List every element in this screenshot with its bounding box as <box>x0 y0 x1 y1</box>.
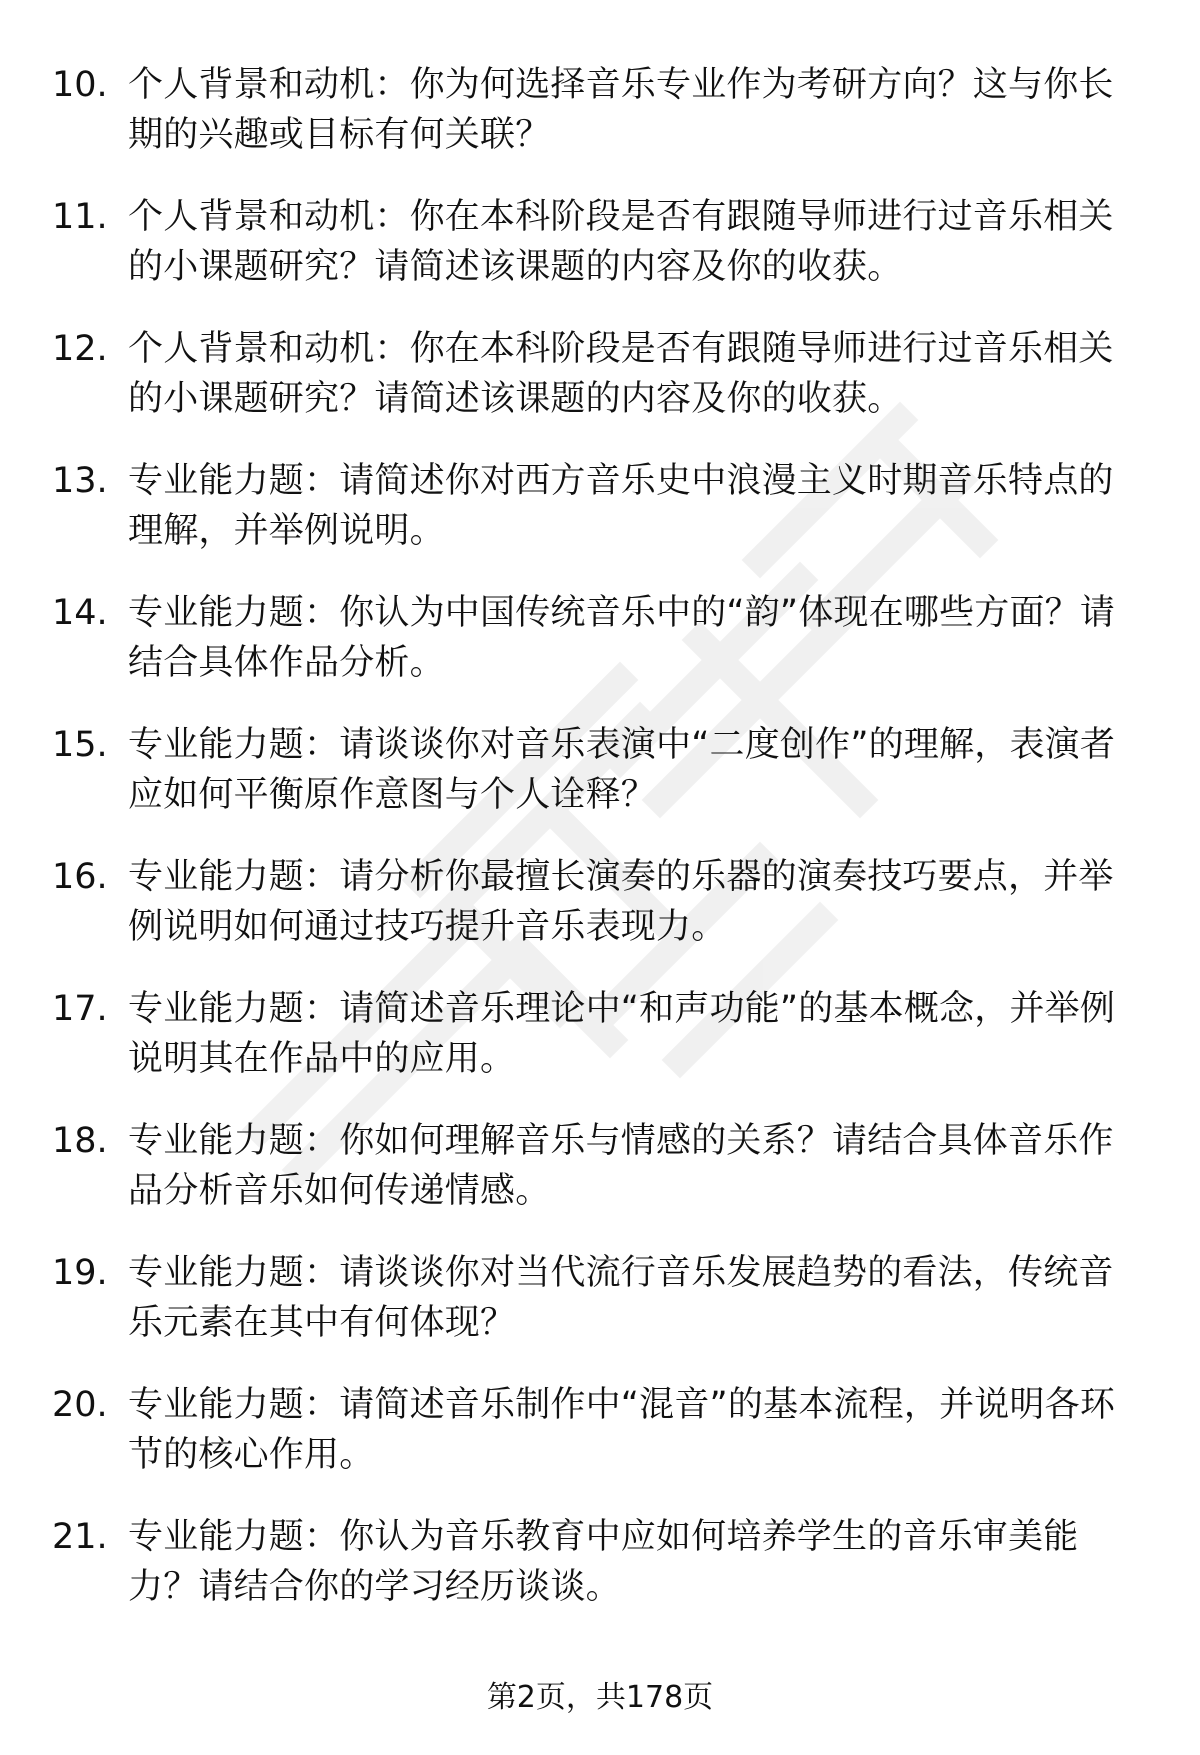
question-number: 16. <box>52 857 108 897</box>
question-item <box>0 588 1200 693</box>
question-item <box>0 1248 1200 1353</box>
question-number: 12. <box>52 329 108 369</box>
question-item <box>0 324 1200 429</box>
question-number: 17. <box>52 989 108 1029</box>
question-number: 14. <box>52 593 108 633</box>
question-number: 11. <box>52 197 108 237</box>
question-item <box>0 60 1200 165</box>
question-text: 专业能力题：请分析你最擅长演奏的乐器的演奏技巧要点，并举例说明如何通过技巧提升音乐表现力。 <box>128 857 1114 947</box>
page-number-footer: 第2页，共178页 <box>486 1680 714 1715</box>
question-text: 个人背景和动机：你在本科阶段是否有跟随导师进行过音乐相关的小课题研究？请简述该课题的内容及你的收获。 <box>128 329 1114 419</box>
question-text: 专业能力题：请简述你对西方音乐史中浪漫主义时期音乐特点的理解，并举例说明。 <box>128 461 1114 551</box>
question-number: 21. <box>52 1517 108 1557</box>
question-number: 15. <box>52 725 108 765</box>
question-number: 18. <box>52 1121 108 1161</box>
question-text: 专业能力题：你如何理解音乐与情感的关系？请结合具体音乐作品分析音乐如何传递情感。 <box>128 1121 1114 1211</box>
question-item <box>0 852 1200 957</box>
question-text: 专业能力题：你认为音乐教育中应如何培养学生的音乐审美能力？请结合你的学习经历谈谈。 <box>128 1517 1079 1607</box>
question-list <box>0 60 1200 1644</box>
question-text: 专业能力题：你认为中国传统音乐中的“韵”体现在哪些方面？请结合具体作品分析。 <box>128 593 1116 683</box>
question-number: 10. <box>52 65 108 105</box>
question-text: 个人背景和动机：你为何选择音乐专业作为考研方向？这与你长期的兴趣或目标有何关联？ <box>128 65 1114 155</box>
question-text: 专业能力题：请谈谈你对音乐表演中“二度创作”的理解，表演者应如何平衡原作意图与个人诠释？ <box>128 725 1116 815</box>
question-text: 专业能力题：请谈谈你对当代流行音乐发展趋势的看法，传统音乐元素在其中有何体现？ <box>128 1253 1114 1343</box>
question-item <box>0 1380 1200 1485</box>
question-item <box>0 192 1200 297</box>
question-number: 20. <box>52 1385 108 1425</box>
question-item <box>0 1512 1200 1617</box>
question-item <box>0 1116 1200 1221</box>
question-item <box>0 720 1200 825</box>
question-number: 19. <box>52 1253 108 1293</box>
question-text: 专业能力题：请简述音乐制作中“混音”的基本流程，并说明各环节的核心作用。 <box>128 1385 1116 1475</box>
question-item <box>0 984 1200 1089</box>
question-text: 专业能力题：请简述音乐理论中“和声功能”的基本概念，并举例说明其在作品中的应用。 <box>128 989 1116 1079</box>
question-number: 13. <box>52 461 108 501</box>
question-item <box>0 456 1200 561</box>
question-text: 个人背景和动机：你在本科阶段是否有跟随导师进行过音乐相关的小课题研究？请简述该课题的内容及你的收获。 <box>128 197 1114 287</box>
